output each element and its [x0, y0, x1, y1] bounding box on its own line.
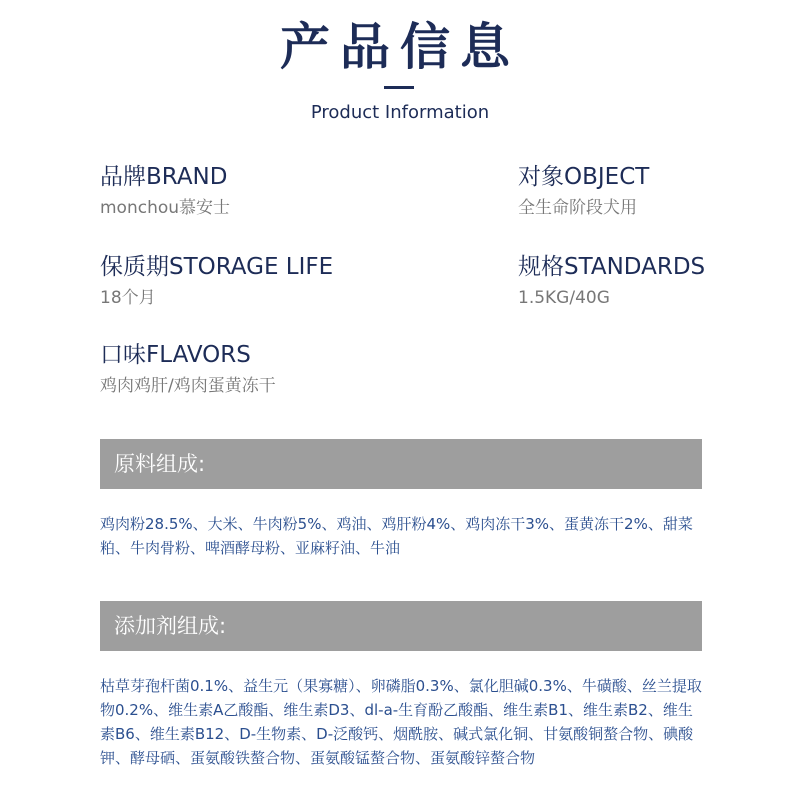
standards-label: 规格STANDARDS [518, 254, 706, 280]
title-divider [384, 86, 414, 89]
storage-life-value: 18个月 [100, 288, 156, 308]
standards-info [518, 252, 705, 310]
additives-text: 枯草芽孢杆菌0.1%、益生元（果寡糖）、卵磷脂0.3%、氯化胆碱0.3%、牛磺酸、丝兰提取物0.2%、维生素A乙酸酯、维生素D3、dl-a-生育酚乙酸酯、维生素B1、维生素B2、维生素B6、维生素B12、D-生物素、D-泛酸钙、烟酰胺、碱式氯化铜、甘氨酸铜螯合物、碘酸钾、酵母硒、蛋氨酸铁螯合物、蛋氨酸锰螯合物、蛋氨酸锌螯合物 [100, 677, 702, 767]
brand-value: monchou慕安士 [100, 198, 231, 218]
page-subtitle: Product Information [310, 102, 490, 123]
object-value: 全生命阶段犬用 [518, 198, 637, 218]
object-info [518, 162, 649, 220]
ingredients-heading: 原料组成: [100, 439, 702, 489]
additives-heading: 添加剂组成: [100, 601, 702, 651]
object-label: 对象OBJECT [518, 164, 650, 190]
brand-info [100, 162, 230, 220]
brand-label: 品牌BRAND [100, 164, 228, 190]
standards-value: 1.5KG/40G [518, 288, 610, 308]
ingredients-text: 鸡肉粉28.5%、大米、牛肉粉5%、鸡油、鸡肝粉4%、鸡肉冻干3%、蛋黄冻干2%、甜菜粕、牛肉骨粉、啤酒酵母粉、亚麻籽油、牛油 [100, 515, 693, 557]
flavors-value: 鸡肉鸡肝/鸡肉蛋黄冻干 [100, 376, 276, 396]
flavors-label: 口味FLAVORS [100, 342, 251, 368]
storage-life-info [100, 252, 333, 310]
flavors-info [100, 340, 276, 398]
storage-life-label: 保质期STORAGE LIFE [100, 254, 334, 280]
page-title: 产品信息 [280, 18, 520, 76]
